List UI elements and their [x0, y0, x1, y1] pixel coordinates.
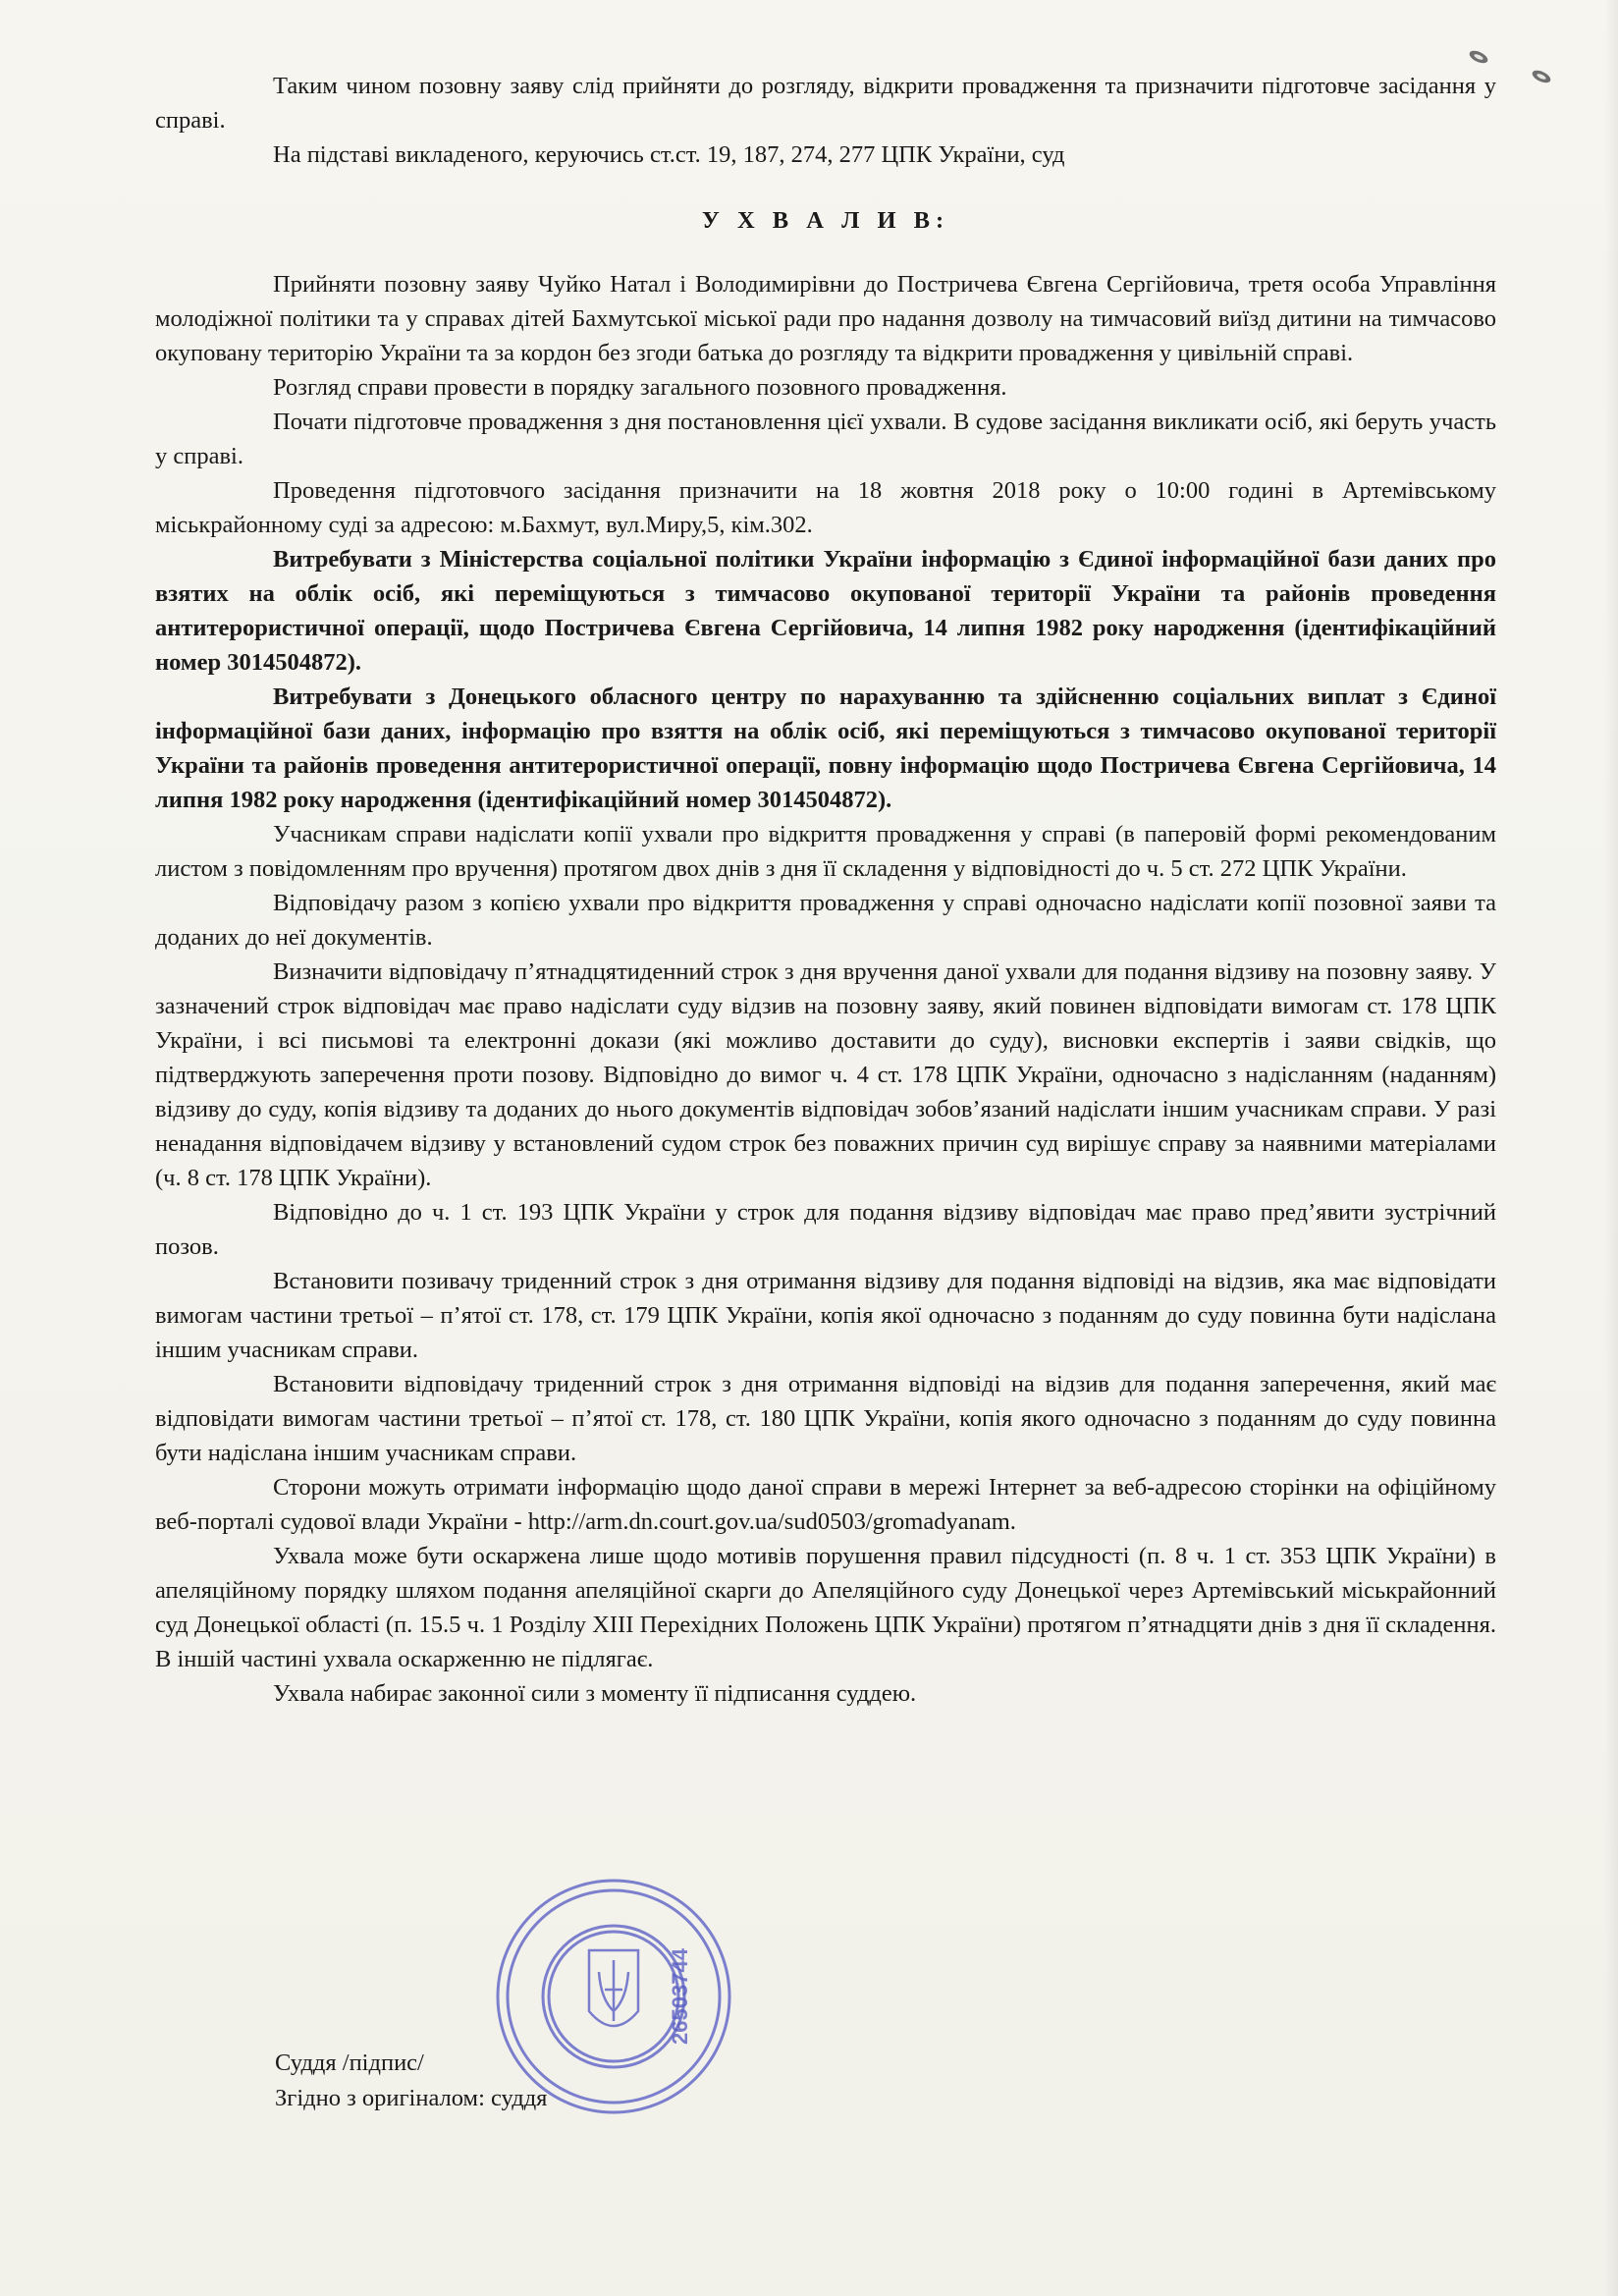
paragraph-intro: Таким чином позовну заяву слід прийняти до розгляду, відкрити провадження та призначити підготовче засідання у справі.	[155, 73, 1496, 134]
paragraph-procedure: Розгляд справи провести в порядку загального позовного провадження.	[273, 374, 1007, 401]
copy-certification-label: Згідно з оригіналом: суддя	[275, 2085, 548, 2111]
paragraph-accept-claim: Прийняти позовну заяву Чуйко Натал і Володимирівни до Постричева Євгена Сергійовича, третя особа Управління молодіжної політики та у справах дітей Бахмутської міської ради про надання дозволу на тимчасовий виїзд дитини на тимчасово окуповану територію України та за кордон без згоди батька до розгляду та відкрити провадження у цивільній справі.	[155, 271, 1496, 366]
paragraph-request-donetsk-center: Витребувати з Донецького обласного центру по нарахуванню та здійсненню соціальних виплат з Єдиної інформаційної бази даних, інформацію про взяття на облік осіб, які переміщуються з тимчасово окупованої території України та районів проведення антитерористичної операції, повну інформацію щодо Постричева Євгена Сергійовича, 14 липня 1982 року народження (ідентифікаційний номер 3014504872).	[155, 683, 1496, 813]
paragraph-defendant-objection: Встановити відповідачу триденний строк з дня отримання відповіді на відзив для подання заперечення, який має відповідати вимогам частини третьої – п’ятої ст. 178, ст. 180 ЦПК України, копія якого одночасно з поданням до суду повинна бути надіслана іншим учасникам справи.	[155, 1371, 1496, 1466]
paragraph-appeal: Ухвала може бути оскаржена лише щодо мотивів порушення правил підсудності (п. 8 ч. 1 ст. 353 ЦПК України) в апеляційному порядку шляхом подання апеляційної скарги до Апеляційного суду Донецької через Артемівський міськрайонний суд Донецької області (п. 15.5 ч. 1 Розділу XIII Перехідних Положень ЦПК України) протягом п’ятнадцяти днів з дня її складення. В іншій частині ухвала оскарженню не підлягає.	[155, 1543, 1496, 1672]
paragraph-request-ministry: Витребувати з Міністерства соціальної політики України інформацію з Єдиної інформаційної бази даних про взятих на облік осіб, які переміщуються з тимчасово окупованої території України та районів проведення антитерористичної операції, щодо Постричева Євгена Сергійовича, 14 липня 1982 року народження (ідентифікаційний номер 3014504872).	[155, 546, 1496, 676]
paragraph-plaintiff-reply: Встановити позивачу триденний строк з дня отримання відзиву для подання відповіді на відзив, яка має відповідати вимогам частини третьої – п’ятої ст. 178, ст. 179 ЦПК України, копія якої одночасно з поданням до суду повинна бути надіслана іншим учасникам справи.	[155, 1268, 1496, 1363]
judge-signature-label: Суддя /підпис/	[275, 2050, 424, 2076]
paragraph-preparatory: Почати підготовче провадження з дня постановлення цієї ухвали. В судове засідання викликати осіб, які беруть участь у справі.	[155, 409, 1496, 469]
document-body	[155, 69, 1496, 1711]
paragraph-basis: На підставі викладеного, керуючись ст.ст. 19, 187, 274, 277 ЦПК України, суд	[273, 141, 1065, 168]
paragraph-effective: Ухвала набирає законної сили з моменту її підписання суддею.	[273, 1680, 917, 1707]
paragraph-counterclaim: Відповідно до ч. 1 ст. 193 ЦПК України у строк для подання відзиву відповідач має право пред’явити зустрічний позов.	[155, 1199, 1496, 1260]
paragraph-web-info: Сторони можуть отримати інформацію щодо даної справи в мережі Інтернет за веб-адресою сторінки на офіційному веб-порталі судової влади України - http://arm.dn.court.gov.ua/sud0503/gromadyanam.	[155, 1474, 1496, 1535]
paragraph-send-copies: Учасникам справи надіслати копії ухвали про відкриття провадження у справі (в паперовій формі рекомендованим листом з повідомленням про вручення) протягом двох днів з дня її складення у відповідності до ч. 5 ст. 272 ЦПК України.	[155, 821, 1496, 882]
signature-block	[275, 2046, 547, 2116]
paragraph-response-term: Визначити відповідачу п’ятнадцятиденний строк з дня вручення даної ухвали для подання відзиву на позовну заяву. У зазначений строк відповідач має право надіслати суду відзив на позовну заяву, який повинен відповідати вимогам ст. 178 ЦПК України, і всі письмові та електронні докази (які можливо доставити до суду), висновки експертів і заяви свідків, що підтверджують заперечення проти позову. Відповідно до вимог ч. 4 ст. 178 ЦПК України, одночасно з надісланням (наданням) відзиву до суду, копія відзиву та доданих до нього документів відповідач зобов’язаний надіслати іншим учасникам справи. У разі ненадання відповідачем відзиву у встановлений судом строк без поважних причин суд вирішує справу за наявними матеріалами (ч. 8 ст. 178 ЦПК України).	[155, 958, 1496, 1191]
scan-edge-shadow	[1604, 0, 1618, 2296]
paragraph-defendant-copies: Відповідачу разом з копією ухвали про відкриття провадження у справі одночасно надіслати копії позовної заяви та доданих до неї документів.	[155, 890, 1496, 951]
paragraph-hearing-date: Проведення підготовчого засідання призначити на 18 жовтня 2018 року о 10:00 годині в Артемівському міськрайонному суді за адресою: м.Бахмут, вул.Миру,5, кім.302.	[155, 477, 1496, 538]
ruling-heading: У Х В А Л И В:	[701, 207, 950, 234]
seal-id-number: 26503744	[668, 1948, 692, 2045]
